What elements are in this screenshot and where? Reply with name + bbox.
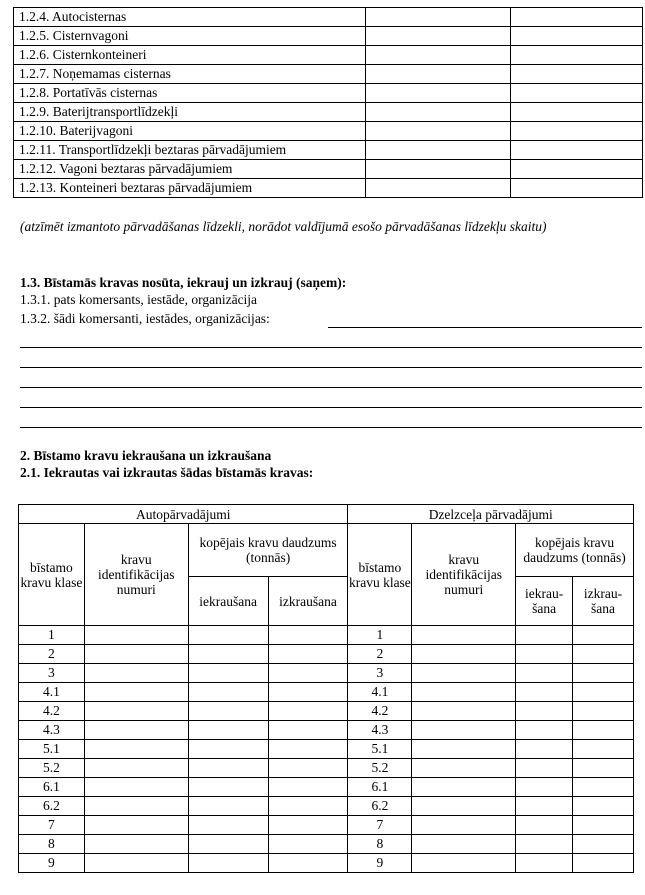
fill-line[interactable] [20, 387, 642, 388]
cargo-row [19, 778, 634, 797]
fill-line[interactable] [20, 367, 642, 368]
road-class-cell: 6.1 [19, 778, 85, 797]
vehicle-count-cell[interactable] [510, 65, 643, 84]
rail-unload-header: izkrau-šana [573, 577, 634, 626]
road-class-cell: 4.3 [19, 721, 85, 740]
road-load-cell[interactable] [188, 778, 268, 797]
fill-line[interactable] [20, 347, 642, 348]
fill-line[interactable] [328, 327, 642, 328]
rail-unload-cell[interactable] [573, 645, 634, 664]
rail-transport-header: Dzelzceļa pārvadājumi [348, 505, 634, 524]
road-load-cell[interactable] [188, 645, 268, 664]
road-load-cell[interactable] [188, 683, 268, 702]
rail-id-cell[interactable] [412, 816, 516, 835]
vehicle-mark-cell[interactable] [366, 122, 510, 141]
vehicle-row [14, 8, 643, 27]
rail-load-cell[interactable] [516, 816, 573, 835]
vehicle-type-label: 1.2.5. Cisternvagoni [14, 27, 366, 46]
rail-id-cell[interactable] [412, 797, 516, 816]
rail-load-cell[interactable] [516, 759, 573, 778]
vehicle-type-label: 1.2.7. Noņemamas cisternas [14, 65, 366, 84]
cargo-row [19, 816, 634, 835]
rail-unload-cell[interactable] [573, 702, 634, 721]
rail-unload-cell[interactable] [573, 835, 634, 854]
road-unload-cell[interactable] [268, 721, 348, 740]
rail-unload-cell[interactable] [573, 854, 634, 873]
cargo-table [18, 504, 634, 873]
vehicle-type-label: 1.2.9. Baterijtransportlīdzekļi [14, 103, 366, 122]
vehicle-count-cell[interactable] [510, 8, 643, 27]
rail-class-cell: 2 [348, 645, 412, 664]
item-1-3-1: 1.3.1. pats komersants, iestāde, organizācija [20, 292, 258, 307]
rail-load-cell[interactable] [516, 626, 573, 645]
rail-unload-cell[interactable] [573, 664, 634, 683]
road-class-cell: 2 [19, 645, 85, 664]
vehicle-row [14, 84, 643, 103]
vehicle-mark-cell[interactable] [366, 84, 510, 103]
section-1-3-heading: 1.3. Bīstamās kravas nosūta, iekrauj un izkrauj (saņem): [20, 275, 347, 290]
vehicle-mark-cell[interactable] [366, 8, 510, 27]
road-unload-cell[interactable] [268, 740, 348, 759]
vehicle-mark-cell[interactable] [366, 179, 510, 198]
road-load-cell[interactable] [188, 626, 268, 645]
vehicle-type-label: 1.2.8. Portatīvās cisternas [14, 84, 366, 103]
road-class-cell: 8 [19, 835, 85, 854]
rail-load-cell[interactable] [516, 664, 573, 683]
rail-id-cell[interactable] [412, 664, 516, 683]
vehicle-row [14, 46, 643, 65]
road-load-cell[interactable] [188, 759, 268, 778]
road-id-cell[interactable] [84, 683, 188, 702]
fill-line[interactable] [20, 427, 642, 428]
rail-id-cell[interactable] [412, 759, 516, 778]
road-id-cell[interactable] [84, 854, 188, 873]
cargo-row [19, 683, 634, 702]
road-id-cell[interactable] [84, 816, 188, 835]
cargo-row [19, 626, 634, 645]
rail-load-cell[interactable] [516, 721, 573, 740]
road-class-cell: 3 [19, 664, 85, 683]
road-class-header: bīstamo kravu klase [19, 524, 85, 626]
cargo-row [19, 645, 634, 664]
rail-id-cell[interactable] [412, 645, 516, 664]
vehicle-type-label: 1.2.13. Konteineri beztaras pārvadājumiem [14, 179, 366, 198]
vehicle-row [14, 179, 643, 198]
rail-unload-cell[interactable] [573, 626, 634, 645]
rail-load-cell[interactable] [516, 778, 573, 797]
section-2-1-heading: 2.1. Iekrautas vai izkrautas šādas bīstamās kravas: [20, 465, 314, 480]
road-load-cell[interactable] [188, 740, 268, 759]
road-class-cell: 4.2 [19, 702, 85, 721]
road-unload-cell[interactable] [268, 778, 348, 797]
road-unload-cell[interactable] [268, 759, 348, 778]
rail-id-cell[interactable] [412, 740, 516, 759]
road-load-cell[interactable] [188, 664, 268, 683]
road-unload-cell[interactable] [268, 626, 348, 645]
road-unload-cell[interactable] [268, 664, 348, 683]
cargo-row [19, 721, 634, 740]
road-id-cell[interactable] [84, 664, 188, 683]
rail-class-cell: 4.3 [348, 721, 412, 740]
vehicle-count-cell[interactable] [510, 84, 643, 103]
vehicle-count-cell[interactable] [510, 141, 643, 160]
vehicle-row [14, 103, 643, 122]
rail-id-cell[interactable] [412, 626, 516, 645]
cargo-row [19, 702, 634, 721]
rail-id-header: kravu identifikācijas numuri [412, 524, 516, 626]
road-id-cell[interactable] [84, 797, 188, 816]
road-class-cell: 6.2 [19, 797, 85, 816]
vehicle-mark-cell[interactable] [366, 103, 510, 122]
vehicle-type-label: 1.2.6. Cisternkonteineri [14, 46, 366, 65]
road-load-cell[interactable] [188, 835, 268, 854]
vehicle-count-cell[interactable] [510, 179, 643, 198]
road-id-cell[interactable] [84, 645, 188, 664]
rail-load-header: iekrau-šana [516, 577, 573, 626]
vehicle-count-cell[interactable] [510, 103, 643, 122]
rail-load-cell[interactable] [516, 645, 573, 664]
road-unload-cell[interactable] [268, 854, 348, 873]
rail-unload-cell[interactable] [573, 816, 634, 835]
vehicle-type-label: 1.2.10. Baterijvagoni [14, 122, 366, 141]
rail-total-header: kopējais kravu daudzums (tonnās) [516, 524, 634, 577]
road-class-cell: 5.1 [19, 740, 85, 759]
road-id-cell[interactable] [84, 721, 188, 740]
vehicle-type-label: 1.2.4. Autocisternas [14, 8, 366, 27]
cargo-row [19, 797, 634, 816]
road-load-cell[interactable] [188, 816, 268, 835]
vehicle-type-label: 1.2.11. Transportlīdzekļi beztaras pārvadājumiem [14, 141, 366, 160]
vehicle-row [14, 160, 643, 179]
rail-unload-cell[interactable] [573, 797, 634, 816]
road-unload-cell[interactable] [268, 683, 348, 702]
road-unload-cell[interactable] [268, 835, 348, 854]
section-2-heading: 2. Bīstamo kravu iekraušana un izkraušana [20, 448, 272, 463]
rail-load-cell[interactable] [516, 797, 573, 816]
rail-unload-cell[interactable] [573, 740, 634, 759]
road-unload-cell[interactable] [268, 797, 348, 816]
road-unload-cell[interactable] [268, 645, 348, 664]
vehicle-row [14, 27, 643, 46]
vehicle-row [14, 65, 643, 84]
road-class-cell: 4.1 [19, 683, 85, 702]
road-transport-header: Autopārvadājumi [19, 505, 348, 524]
rail-load-cell[interactable] [516, 835, 573, 854]
vehicle-row [14, 122, 643, 141]
road-unload-cell[interactable] [268, 816, 348, 835]
cargo-row [19, 835, 634, 854]
road-class-cell: 5.2 [19, 759, 85, 778]
rail-id-cell[interactable] [412, 721, 516, 740]
rail-class-cell: 6.2 [348, 797, 412, 816]
rail-load-cell[interactable] [516, 702, 573, 721]
vehicle-mark-cell[interactable] [366, 141, 510, 160]
road-load-cell[interactable] [188, 721, 268, 740]
rail-class-cell: 6.1 [348, 778, 412, 797]
rail-id-cell[interactable] [412, 778, 516, 797]
vehicle-type-label: 1.2.12. Vagoni beztaras pārvadājumiem [14, 160, 366, 179]
road-unload-header: izkraušana [268, 577, 348, 626]
road-id-cell[interactable] [84, 702, 188, 721]
cargo-row [19, 740, 634, 759]
rail-class-cell: 1 [348, 626, 412, 645]
road-class-cell: 1 [19, 626, 85, 645]
vehicle-mark-cell[interactable] [366, 27, 510, 46]
road-unload-cell[interactable] [268, 702, 348, 721]
vehicle-count-cell[interactable] [510, 46, 643, 65]
road-id-cell[interactable] [84, 778, 188, 797]
item-1-3-2: 1.3.2. šādi komersanti, iestādes, organizācijas: [20, 311, 270, 326]
vehicle-mark-cell[interactable] [366, 160, 510, 179]
road-total-header: kopējais kravu daudzums (tonnās) [188, 524, 348, 577]
rail-load-cell[interactable] [516, 740, 573, 759]
rail-class-cell: 4.2 [348, 702, 412, 721]
rail-id-cell[interactable] [412, 854, 516, 873]
vehicle-count-cell[interactable] [510, 160, 643, 179]
rail-id-cell[interactable] [412, 683, 516, 702]
road-id-cell[interactable] [84, 740, 188, 759]
vehicle-type-table [13, 7, 643, 198]
rail-load-cell[interactable] [516, 854, 573, 873]
road-class-cell: 7 [19, 816, 85, 835]
road-load-cell[interactable] [188, 702, 268, 721]
rail-class-cell: 3 [348, 664, 412, 683]
rail-class-cell: 4.1 [348, 683, 412, 702]
rail-id-cell[interactable] [412, 835, 516, 854]
rail-class-header: bīstamo kravu klase [348, 524, 412, 626]
rail-unload-cell[interactable] [573, 683, 634, 702]
vehicle-mark-cell[interactable] [366, 65, 510, 84]
rail-class-cell: 8 [348, 835, 412, 854]
rail-load-cell[interactable] [516, 683, 573, 702]
road-id-cell[interactable] [84, 759, 188, 778]
rail-class-cell: 5.2 [348, 759, 412, 778]
cargo-row [19, 759, 634, 778]
fill-line[interactable] [20, 407, 642, 408]
rail-class-cell: 9 [348, 854, 412, 873]
vehicle-row [14, 141, 643, 160]
rail-unload-cell[interactable] [573, 778, 634, 797]
road-id-cell[interactable] [84, 626, 188, 645]
vehicle-note: (atzīmēt izmantoto pārvadāšanas līdzekli, norādot valdījumā esošo pārvadāšanas līdzekļu skaitu) [20, 219, 547, 234]
vehicle-count-cell[interactable] [510, 122, 643, 141]
rail-unload-cell[interactable] [573, 759, 634, 778]
road-load-header: iekraušana [188, 577, 268, 626]
cargo-row [19, 664, 634, 683]
rail-class-cell: 7 [348, 816, 412, 835]
road-load-cell[interactable] [188, 797, 268, 816]
rail-unload-cell[interactable] [573, 721, 634, 740]
vehicle-mark-cell[interactable] [366, 46, 510, 65]
cargo-row [19, 854, 634, 873]
rail-class-cell: 5.1 [348, 740, 412, 759]
vehicle-count-cell[interactable] [510, 27, 643, 46]
road-load-cell[interactable] [188, 854, 268, 873]
road-id-header: kravu identifikācijas numuri [84, 524, 188, 626]
road-id-cell[interactable] [84, 835, 188, 854]
rail-id-cell[interactable] [412, 702, 516, 721]
road-class-cell: 9 [19, 854, 85, 873]
